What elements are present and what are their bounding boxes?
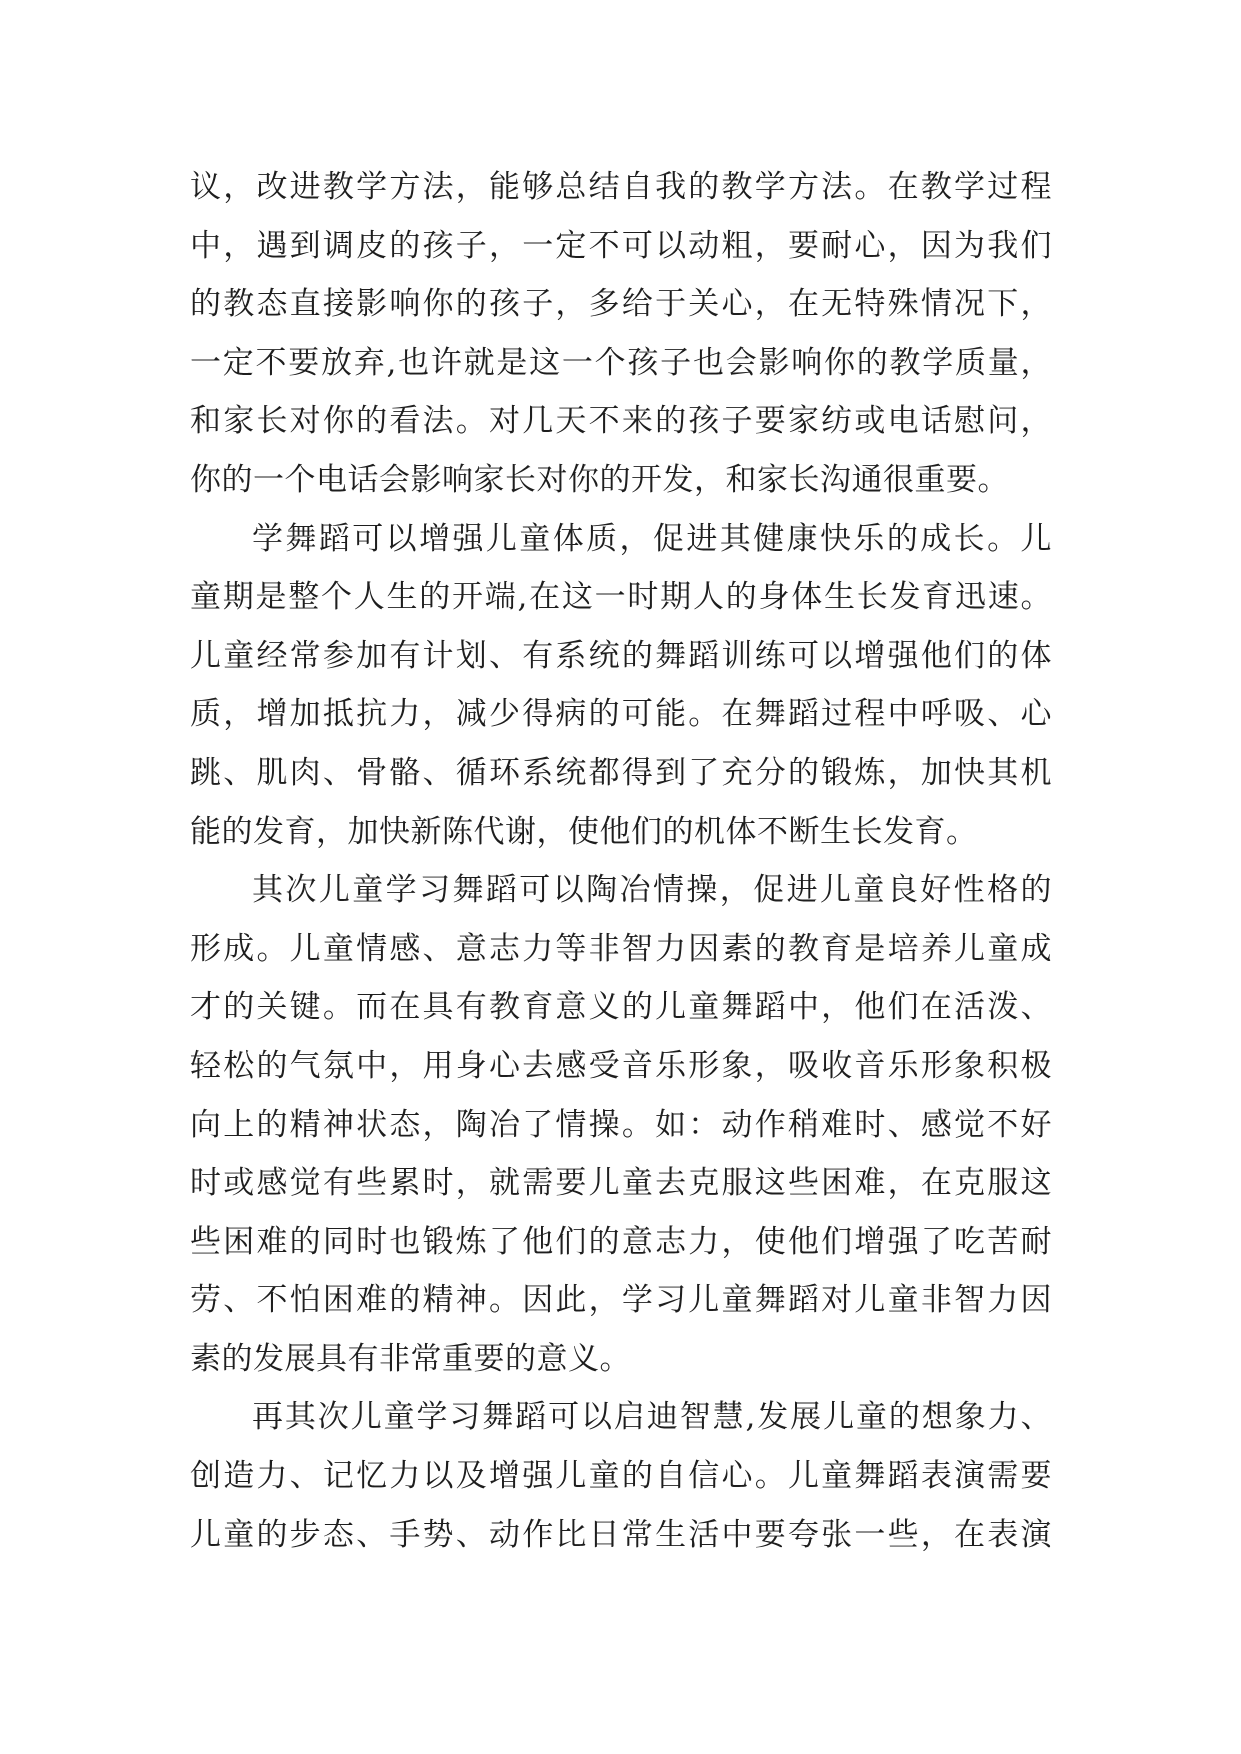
text-line: 形成。儿童情感、意志力等非智力因素的教育是培养儿童成: [190, 930, 1052, 967]
text-line: 和家长对你的看法。对几天不来的孩子要家纺或电话慰问，: [190, 403, 1052, 440]
text-line: 儿童经常参加有计划、有系统的舞蹈训练可以增强他们的体: [190, 637, 1052, 674]
paragraph-first-line: 再其次儿童学习舞蹈可以启迪智慧,发展儿童的想象力、: [252, 1399, 1052, 1436]
text-line: 能的发育，加快新陈代谢，使他们的机体不断生长发育。: [190, 813, 978, 850]
text-line: 儿童的步态、手势、动作比日常生活中要夸张一些，在表演: [190, 1516, 1052, 1553]
text-line: 轻松的气氛中，用身心去感受音乐形象，吸收音乐形象积极: [190, 1047, 1052, 1084]
text-line: 才的关键。而在具有教育意义的儿童舞蹈中，他们在活泼、: [190, 989, 1052, 1026]
text-line: 素的发展具有非常重要的意义。: [190, 1340, 631, 1377]
text-line: 你的一个电话会影响家长对你的开发，和家长沟通很重要。: [190, 461, 1009, 498]
text-line: 一定不要放弃,也许就是这一个孩子也会影响你的教学质量，: [190, 344, 1052, 381]
text-line: 质，增加抵抗力，减少得病的可能。在舞蹈过程中呼吸、心: [190, 696, 1052, 733]
text-line: 童期是整个人生的开端,在这一时期人的身体生长发育迅速。: [190, 579, 1052, 616]
text-line: 跳、肌肉、骨骼、循环系统都得到了充分的锻炼，加快其机: [190, 754, 1052, 791]
text-line: 些困难的同时也锻炼了他们的意志力，使他们增强了吃苦耐: [190, 1223, 1052, 1260]
paragraph-first-line: 其次儿童学习舞蹈可以陶冶情操，促进儿童良好性格的: [252, 872, 1052, 909]
paragraph-first-line: 学舞蹈可以增强儿童体质，促进其健康快乐的成长。儿: [252, 520, 1052, 557]
text-line: 议，改进教学方法，能够总结自我的教学方法。在教学过程: [190, 169, 1052, 205]
text-line: 时或感觉有些累时，就需要儿童去克服这些困难，在克服这: [190, 1165, 1052, 1202]
text-line: 中，遇到调皮的孩子，一定不可以动粗，要耐心，因为我们: [190, 227, 1052, 264]
body-text: [190, 158, 1052, 1564]
text-line: 向上的精神状态，陶冶了情操。如：动作稍难时、感觉不好: [190, 1106, 1052, 1143]
text-line: 劳、不怕困难的精神。因此，学习儿童舞蹈对儿童非智力因: [190, 1282, 1052, 1319]
text-line: 的教态直接影响你的孩子，多给于关心，在无特殊情况下，: [190, 286, 1052, 323]
text-line: 创造力、记忆力以及增强儿童的自信心。儿童舞蹈表演需要: [190, 1458, 1052, 1495]
